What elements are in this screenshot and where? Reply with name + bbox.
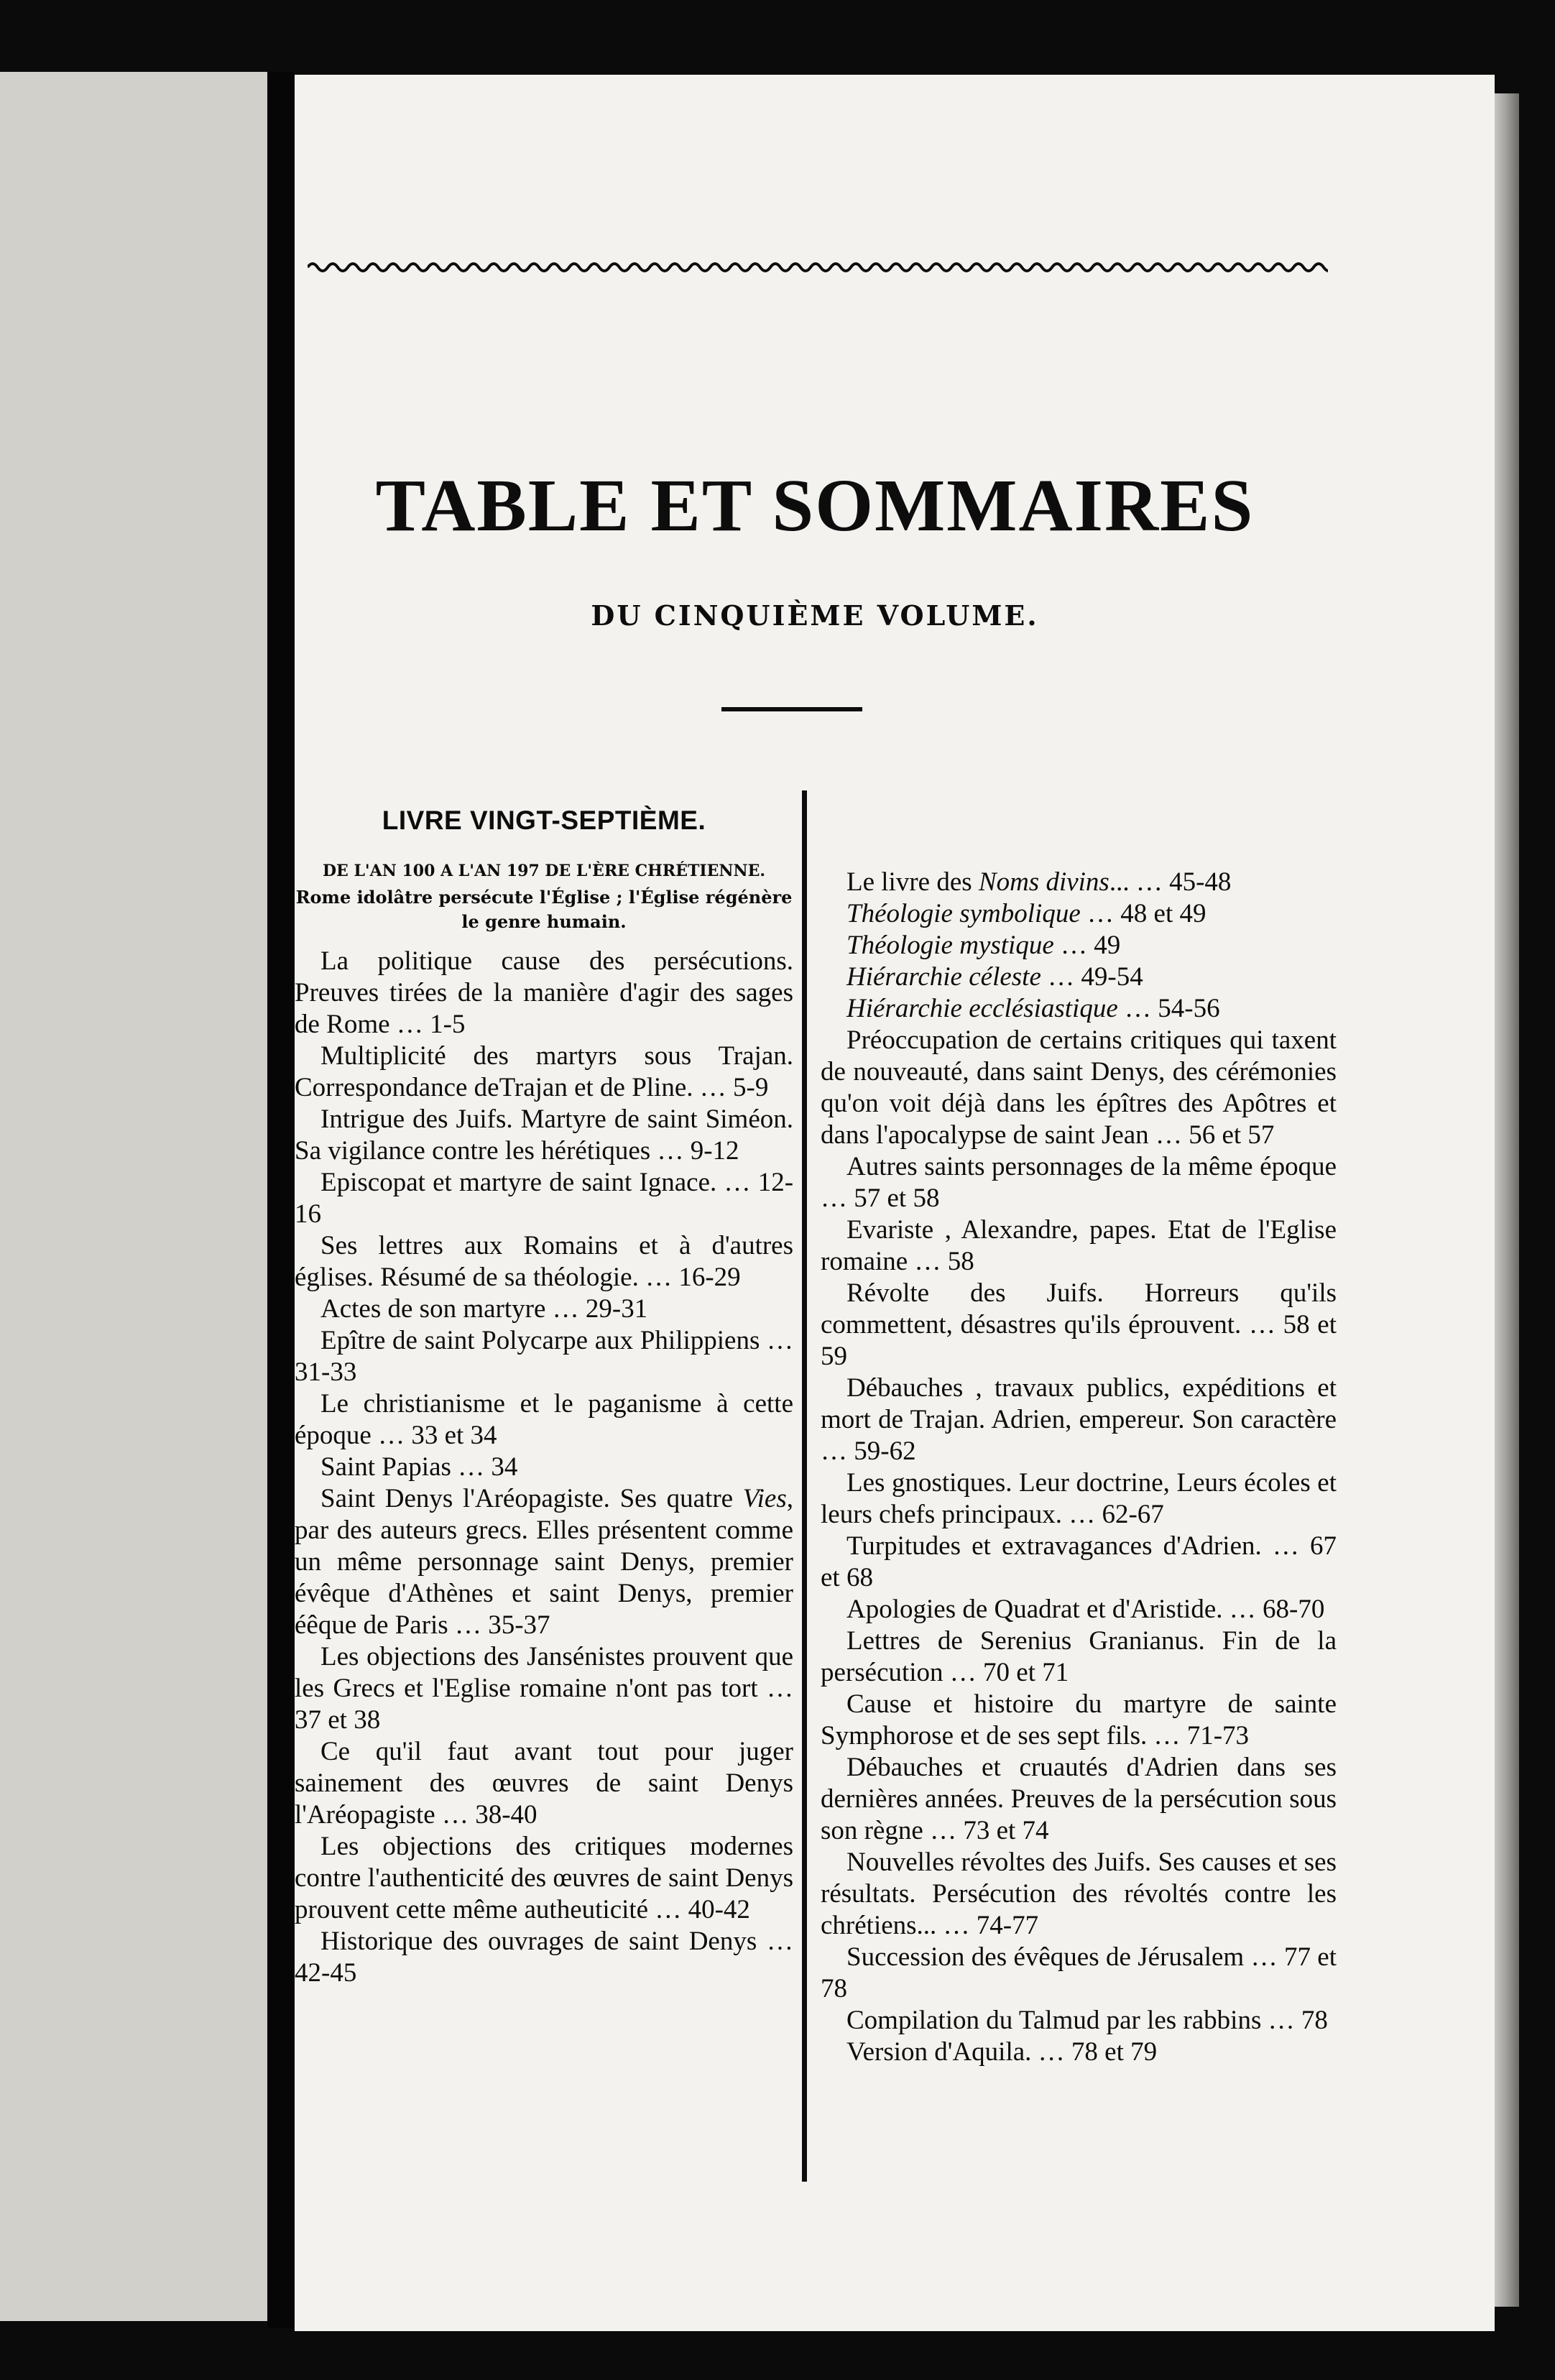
toc-entry-text: Vies bbox=[742, 1484, 787, 1513]
toc-page-number: 12-16 bbox=[295, 1168, 794, 1229]
toc-page-number: 70 et 71 bbox=[983, 1658, 1069, 1687]
toc-entry-text: , par des auteurs grecs. Elles présentent comme un même personnage saint Denys, premier évêque d'Athènes et saint Denys, premier éêque de Paris bbox=[295, 1484, 793, 1640]
toc-entry: Révolte des Juifs. Horreurs qu'ils commettent, désastres qu'ils éprouvent. … 58 et 59 bbox=[821, 1278, 1337, 1371]
toc-page-number: 9-12 bbox=[690, 1136, 739, 1166]
toc-entry: Epître de saint Polycarpe aux Philippiens … 31-33 bbox=[295, 1326, 794, 1387]
toc-entry-text: Théologie mystique bbox=[846, 931, 1054, 960]
toc-entry-text: Version d'Aquila. bbox=[846, 2037, 1032, 2067]
toc-page-number: 35-37 bbox=[488, 1610, 550, 1640]
facing-page bbox=[0, 72, 274, 2321]
toc-entry-text: La politique cause des persécutions. Preuves tirées de la manière d'agir des sages de Rome bbox=[295, 946, 793, 1039]
book-theme: Rome idolâtre persécute l'Église ; l'Église régénère le genre humain. bbox=[295, 887, 793, 932]
toc-entry: Apologies de Quadrat et d'Aristide. … 68-70 bbox=[846, 1595, 1325, 1624]
toc-left-list bbox=[295, 946, 793, 1989]
toc-entry-text: ... bbox=[1109, 867, 1130, 897]
toc-entry-text: Lettres de Serenius Granianus. Fin de la persécution bbox=[821, 1626, 1337, 1687]
toc-entry: Version d'Aquila. … 78 et 79 bbox=[846, 2037, 1158, 2067]
toc-page-number: 16-29 bbox=[678, 1263, 741, 1292]
toc-page-number: 59-62 bbox=[854, 1436, 916, 1466]
decorative-wave-border bbox=[308, 259, 1328, 276]
toc-page-number: 49 bbox=[1094, 931, 1121, 960]
toc-entry: Saint Papias … 34 bbox=[320, 1452, 518, 1482]
column-divider bbox=[802, 790, 807, 2182]
toc-right-column bbox=[821, 867, 1337, 2068]
toc-entry-text: Succession des évêques de Jérusalem bbox=[846, 1942, 1245, 1972]
book-gutter bbox=[267, 72, 295, 2328]
toc-page-number: 78 et 79 bbox=[1071, 2037, 1158, 2067]
toc-page-number: 45-48 bbox=[1169, 867, 1232, 897]
toc-entry-text: Apologies de Quadrat et d'Aristide. bbox=[846, 1595, 1223, 1624]
toc-entry: Compilation du Talmud par les rabbins … 78 bbox=[846, 2006, 1328, 2035]
toc-page-number: 77 et 78 bbox=[821, 1942, 1337, 2003]
toc-page-number: 74-77 bbox=[976, 1911, 1039, 1940]
page bbox=[295, 75, 1495, 2331]
toc-page-number: 57 et 58 bbox=[854, 1184, 940, 1213]
toc-entry-text: Le christianisme et le paganisme à cette époque bbox=[295, 1389, 793, 1450]
toc-entry-text: Théologie symbolique bbox=[846, 899, 1081, 928]
toc-entry-text: Compilation du Talmud par les rabbins bbox=[846, 2006, 1262, 2035]
toc-entry: Le livre des Noms divins... … 45-48 bbox=[846, 867, 1232, 897]
toc-page-number: 42-45 bbox=[295, 1958, 357, 1988]
toc-entry-text: Episcopat et martyre de saint Ignace. bbox=[320, 1168, 717, 1197]
toc-entry: Actes de son martyre … 29-31 bbox=[320, 1294, 648, 1324]
toc-entry: Ce qu'il faut avant tout pour juger sainement des œuvres de saint Denys l'Aréopagiste … 38-40 bbox=[295, 1737, 793, 1830]
toc-entry: Débauches , travaux publics, expéditions et mort de Trajan. Adrien, empereur. Son caractère … 59-62 bbox=[821, 1373, 1337, 1466]
toc-entry: Les gnostiques. Leur doctrine, Leurs écoles et leurs chefs principaux. … 62-67 bbox=[821, 1468, 1337, 1529]
toc-entry: Le christianisme et le paganisme à cette époque … 33 et 34 bbox=[295, 1389, 793, 1450]
toc-entry: La politique cause des persécutions. Preuves tirées de la manière d'agir des sages de Rome … 1-5 bbox=[295, 946, 793, 1039]
toc-page-number: 1-5 bbox=[430, 1010, 466, 1039]
toc-entry-text: Préoccupation de certains critiques qui taxent de nouveauté, dans saint Denys, des cérémonies qu'on voit déjà dans les épîtres des Apôtres et dans l'apocalypse de saint Jean bbox=[821, 1025, 1337, 1150]
book-dates: DE L'AN 100 A L'AN 197 DE L'ÈRE CHRÉTIENNE. bbox=[322, 862, 766, 880]
toc-left-column bbox=[295, 799, 793, 1989]
toc-entry-text: Cause et histoire du martyre de sainte Symphorose et de ses sept fils. bbox=[821, 1689, 1337, 1751]
toc-entry-text: Multiplicité des martyrs sous Trajan. Correspondance deTrajan et de Pline. bbox=[295, 1041, 793, 1102]
toc-page-number: 49-54 bbox=[1081, 962, 1143, 992]
toc-entry-text: Saint Denys l'Aréopagiste. Ses quatre bbox=[320, 1484, 743, 1513]
toc-entry-text: Autres saints personnages de la même époque bbox=[846, 1152, 1337, 1181]
toc-entry: Saint Denys l'Aréopagiste. Ses quatre Vies, par des auteurs grecs. Elles présentent comme un même personnage saint Denys, premier évêque d'Athènes et saint Denys, premier éêque de Paris … 35-37 bbox=[295, 1484, 793, 1640]
toc-entry: Théologie symbolique … 48 et 49 bbox=[846, 899, 1206, 928]
toc-entry-text: Hiérarchie céleste bbox=[846, 962, 1041, 992]
toc-entry-text: Le livre des bbox=[846, 867, 979, 897]
toc-entry-text: Turpitudes et extravagances d'Adrien. bbox=[846, 1531, 1262, 1561]
toc-page-number: 56 et 57 bbox=[1189, 1120, 1275, 1150]
toc-entry: Episcopat et martyre de saint Ignace. … 12-16 bbox=[295, 1168, 794, 1229]
toc-entry-text: Débauches , travaux publics, expéditions et mort de Trajan. Adrien, empereur. Son caractère bbox=[821, 1373, 1337, 1434]
title-rule bbox=[721, 707, 862, 711]
toc-entry-text: Evariste , Alexandre, papes. Etat de l'Eglise romaine bbox=[821, 1215, 1337, 1276]
toc-entry: Cause et histoire du martyre de sainte Symphorose et de ses sept fils. … 71-73 bbox=[821, 1689, 1337, 1751]
toc-entry-text: Historique des ouvrages de saint Denys bbox=[320, 1927, 757, 1956]
toc-entry: Hiérarchie ecclésiastique … 54-56 bbox=[846, 994, 1220, 1023]
book-title: LIVRE VINGT-SEPTIÈME. bbox=[382, 806, 706, 835]
toc-entry: Lettres de Serenius Granianus. Fin de la persécution … 70 et 71 bbox=[821, 1626, 1337, 1687]
toc-page-number: 68-70 bbox=[1263, 1595, 1325, 1624]
toc-entry-text: Débauches et cruautés d'Adrien dans ses dernières années. Preuves de la persécution sous son règne bbox=[821, 1753, 1337, 1845]
toc-entry-text: Epître de saint Polycarpe aux Philippiens bbox=[320, 1326, 760, 1355]
toc-page-number: 29-31 bbox=[585, 1294, 648, 1324]
toc-entry-text: Saint Papias bbox=[320, 1452, 451, 1482]
toc-entry-text: Révolte des Juifs. Horreurs qu'ils commettent, désastres qu'ils éprouvent. bbox=[821, 1278, 1337, 1339]
toc-page-number: 5-9 bbox=[733, 1073, 769, 1102]
toc-entry: Succession des évêques de Jérusalem … 77 et 78 bbox=[821, 1942, 1337, 2003]
toc-entry-text: Les objections des Jansénistes prouvent que les Grecs et l'Eglise romaine n'ont pas tort bbox=[295, 1642, 793, 1703]
toc-page-number: 67 et 68 bbox=[821, 1531, 1337, 1592]
toc-entry-text: Intrigue des Juifs. Martyre de saint Siméon. Sa vigilance contre les hérétiques bbox=[295, 1104, 793, 1166]
toc-page-number: 58 et 59 bbox=[821, 1310, 1337, 1371]
toc-entry-text: Hiérarchie ecclésiastique bbox=[846, 994, 1118, 1023]
toc-page-number: 37 et 38 bbox=[295, 1705, 381, 1735]
page-subtitle: DU CINQUIÈME VOLUME. bbox=[591, 599, 1039, 632]
toc-entry: Evariste , Alexandre, papes. Etat de l'Eglise romaine … 58 bbox=[821, 1215, 1337, 1276]
toc-page-number: 54-56 bbox=[1158, 994, 1220, 1023]
toc-page-number: 33 et 34 bbox=[411, 1421, 497, 1450]
toc-entry: Débauches et cruautés d'Adrien dans ses dernières années. Preuves de la persécution sous son règne … 73 et 74 bbox=[821, 1753, 1337, 1845]
toc-page-number: 40-42 bbox=[688, 1895, 750, 1924]
toc-entry: Intrigue des Juifs. Martyre de saint Siméon. Sa vigilance contre les hérétiques … 9-12 bbox=[295, 1104, 793, 1166]
toc-right-list bbox=[821, 867, 1337, 2068]
toc-entry-text: Ses lettres aux Romains et à d'autres églises. Résumé de sa théologie. bbox=[295, 1231, 793, 1292]
toc-page-number: 31-33 bbox=[295, 1357, 357, 1387]
toc-entry: Nouvelles révoltes des Juifs. Ses causes et ses résultats. Persécution des révoltés contre les chrétiens... … 74-77 bbox=[821, 1848, 1337, 1940]
toc-entry: Les objections des Jansénistes prouvent que les Grecs et l'Eglise romaine n'ont pas tort … 37 et 38 bbox=[295, 1642, 794, 1735]
toc-entry: Turpitudes et extravagances d'Adrien. … 67 et 68 bbox=[821, 1531, 1337, 1592]
toc-entry-text: Noms divins bbox=[978, 867, 1109, 897]
toc-entry: Ses lettres aux Romains et à d'autres églises. Résumé de sa théologie. … 16-29 bbox=[295, 1231, 793, 1292]
toc-page-number: 34 bbox=[491, 1452, 518, 1482]
toc-entry: Théologie mystique … 49 bbox=[846, 931, 1121, 960]
toc-page-number: 71-73 bbox=[1186, 1721, 1250, 1751]
toc-entry: Historique des ouvrages de saint Denys … 42-45 bbox=[295, 1927, 794, 1988]
toc-entry-text: Nouvelles révoltes des Juifs. Ses causes et ses résultats. Persécution des révoltés contre les chrétiens... bbox=[821, 1848, 1337, 1940]
toc-entry: Autres saints personnages de la même époque … 57 et 58 bbox=[821, 1152, 1337, 1213]
toc-entry: Préoccupation de certains critiques qui taxent de nouveauté, dans saint Denys, des cérémonies qu'on voit déjà dans les épîtres des Apôtres et dans l'apocalypse de saint Jean … 56 et 57 bbox=[821, 1025, 1337, 1150]
toc-page-number: 73 et 74 bbox=[963, 1816, 1049, 1845]
toc-page-number: 38-40 bbox=[475, 1800, 537, 1830]
toc-entry-text: Actes de son martyre bbox=[320, 1294, 546, 1324]
toc-entry-text: Les gnostiques. Leur doctrine, Leurs écoles et leurs chefs principaux. bbox=[821, 1468, 1337, 1529]
toc-entry-text: Les objections des critiques modernes contre l'authenticité des œuvres de saint Denys prouvent cette même autheuticité bbox=[295, 1832, 793, 1924]
toc-page-number: 58 bbox=[947, 1247, 974, 1276]
toc-entry: Hiérarchie céleste … 49-54 bbox=[846, 962, 1143, 992]
page-title: TABLE ET SOMMAIRES bbox=[375, 464, 1255, 547]
toc-page-number: 78 bbox=[1301, 2006, 1328, 2035]
toc-page-number: 62-67 bbox=[1102, 1500, 1164, 1529]
toc-entry-text: Ce qu'il faut avant tout pour juger sainement des œuvres de saint Denys l'Aréopagiste bbox=[295, 1737, 793, 1830]
toc-entry: Multiplicité des martyrs sous Trajan. Correspondance deTrajan et de Pline. … 5-9 bbox=[295, 1041, 793, 1102]
toc-entry: Les objections des critiques modernes contre l'authenticité des œuvres de saint Denys prouvent cette même autheuticité … 40-42 bbox=[295, 1832, 793, 1924]
toc-page-number: 48 et 49 bbox=[1120, 899, 1206, 928]
